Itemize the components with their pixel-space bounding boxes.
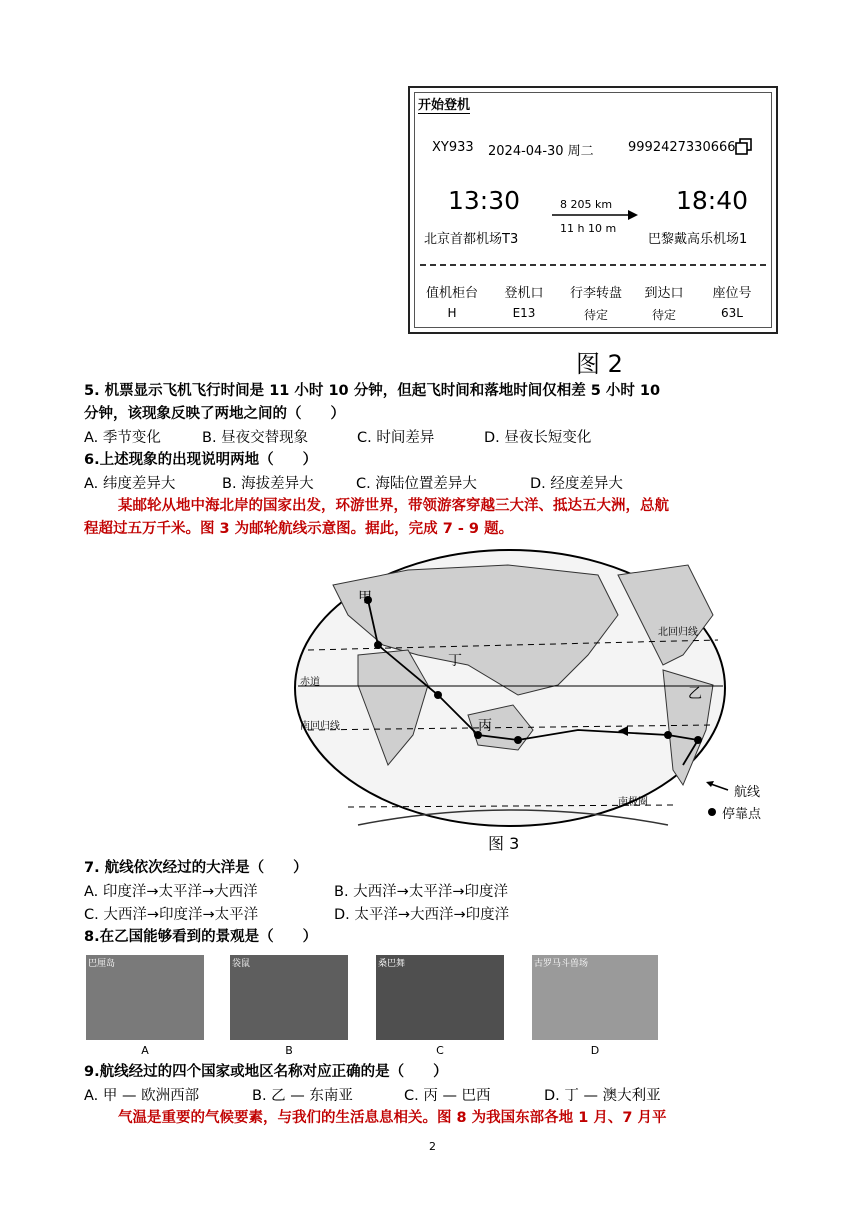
col-value-seat: 63L bbox=[721, 306, 743, 320]
q6-option-b: B. 海拔差异大 bbox=[222, 476, 314, 492]
q5-option-c: C. 时间差异 bbox=[357, 430, 435, 446]
photo-b-kangaroo bbox=[230, 955, 348, 1040]
map-label-equator: 赤道 bbox=[300, 677, 320, 688]
q6-option-a: A. 纬度差异大 bbox=[84, 476, 176, 492]
question-9-stem: 9.航线经过的四个国家或地区名称对应正确的是（ ） bbox=[84, 1064, 448, 1080]
question-6-options bbox=[84, 472, 784, 495]
question-8-stem: 8.在乙国能够看到的景观是（ ） bbox=[84, 929, 318, 945]
q7-option-b: B. 大西洋→太平洋→印度洋 bbox=[334, 884, 508, 900]
photo-c-samba bbox=[376, 955, 504, 1040]
map-label-bing: 丙 bbox=[478, 718, 492, 734]
map-label-yi: 乙 bbox=[688, 686, 702, 702]
arrive-airport: 巴黎戴高乐机场1 bbox=[648, 232, 748, 247]
ticket-title: 开始登机 bbox=[418, 94, 470, 114]
depart-airport: 北京首都机场T3 bbox=[424, 232, 519, 247]
figure-2-label: 图 2 bbox=[576, 350, 623, 378]
col-value-arrival: 待定 bbox=[651, 308, 676, 322]
stop-point bbox=[664, 731, 672, 739]
q5-option-a: A. 季节变化 bbox=[84, 430, 161, 446]
stop-point bbox=[374, 641, 382, 649]
q9-option-a: A. 甲 — 欧洲西部 bbox=[84, 1088, 200, 1104]
intro-paragraph-3: 气温是重要的气候要素，与我们的生活息息相关。图 8 为我国东部各地 1 月、7 月平 bbox=[118, 1110, 667, 1126]
q9-option-c: C. 丙 — 巴西 bbox=[404, 1088, 491, 1104]
stop-point bbox=[514, 736, 522, 744]
q9-option-d: D. 丁 — 澳大利亚 bbox=[544, 1088, 661, 1104]
col-header-seat: 座位号 bbox=[712, 286, 752, 301]
photo-b-caption: 袋鼠 bbox=[232, 959, 251, 969]
photo-a-bali bbox=[86, 955, 204, 1040]
question-7-stem: 7. 航线依次经过的大洋是（ ） bbox=[84, 860, 308, 876]
photo-a-letter: A bbox=[141, 1044, 149, 1057]
world-map-figure bbox=[288, 545, 788, 855]
flight-distance: 8 205 km bbox=[560, 198, 613, 211]
q5-option-b: B. 昼夜交替现象 bbox=[202, 430, 309, 446]
col-header-gate: 登机口 bbox=[504, 286, 544, 301]
photo-a-caption: 巴厘岛 bbox=[88, 959, 116, 969]
figure-3-label: 图 3 bbox=[488, 834, 520, 853]
col-value-gate: E13 bbox=[512, 306, 536, 320]
col-value-checkin: H bbox=[447, 306, 457, 320]
photo-d-caption: 古罗马斗兽场 bbox=[534, 959, 589, 969]
q7-option-d: D. 太平洋→大西洋→印度洋 bbox=[334, 907, 510, 923]
photo-d-colosseum bbox=[532, 955, 658, 1040]
question-5-line1: 5. 机票显示飞机飞行时间是 11 小时 10 分钟，但起飞时间和落地时间仅相差 5 小时 10 bbox=[84, 383, 661, 399]
intro-paragraph-line1: 某邮轮从地中海北岸的国家出发，环游世界，带领游客穿越三大洋、抵达五大洲，总航 bbox=[118, 498, 669, 514]
legend-route-label: 航线 bbox=[734, 785, 761, 800]
stop-point bbox=[434, 691, 442, 699]
col-header-checkin: 值机柜台 bbox=[425, 286, 478, 301]
q6-option-c: C. 海陆位置差异大 bbox=[356, 476, 477, 492]
map-label-ding: 丁 bbox=[448, 653, 462, 669]
map-label-jia: 甲 bbox=[358, 590, 372, 606]
ticket-number: 9992427330666 bbox=[628, 140, 736, 155]
q5-option-d: D. 昼夜长短变化 bbox=[484, 430, 592, 446]
q9-option-b: B. 乙 — 东南亚 bbox=[252, 1088, 353, 1104]
q7-option-c: C. 大西洋→印度洋→太平洋 bbox=[84, 907, 259, 923]
legend-stop-label: 停靠点 bbox=[722, 807, 762, 822]
boarding-ticket bbox=[408, 86, 778, 334]
depart-time: 13:30 bbox=[448, 186, 521, 215]
photo-c-letter: C bbox=[436, 1044, 444, 1057]
flight-number: XY933 bbox=[432, 140, 474, 155]
map-label-tropic-south: 南回归线 bbox=[300, 721, 340, 732]
question-9-options bbox=[84, 1084, 784, 1107]
question-7-options bbox=[84, 880, 784, 926]
ticket-divider bbox=[420, 264, 766, 266]
q7-option-a: A. 印度洋→太平洋→大西洋 bbox=[84, 884, 258, 900]
question-6-stem: 6.上述现象的出现说明两地（ ） bbox=[84, 452, 318, 468]
photo-d-letter: D bbox=[590, 1044, 600, 1057]
stop-point bbox=[694, 736, 702, 744]
photo-c-caption: 桑巴舞 bbox=[378, 959, 406, 969]
map-label-antarctic: 南极圈 bbox=[618, 797, 648, 808]
flight-date: 2024-04-30 周二 bbox=[488, 144, 594, 159]
page-number: 2 bbox=[429, 1140, 436, 1153]
col-header-arrival: 到达口 bbox=[644, 286, 684, 301]
question-5-options bbox=[84, 426, 784, 449]
flight-arrow-icon bbox=[550, 208, 640, 222]
arrive-time: 18:40 bbox=[676, 186, 749, 215]
map-label-tropic-north: 北回归线 bbox=[658, 627, 698, 638]
legend-stop-symbol bbox=[708, 808, 716, 816]
flight-duration: 11 h 10 m bbox=[560, 222, 617, 235]
photo-b-letter: B bbox=[285, 1044, 293, 1057]
question-5-line2: 分钟，该现象反映了两地之间的（ ） bbox=[84, 406, 345, 422]
intro-paragraph-line2: 程超过五万千米。图 3 为邮轮航线示意图。据此，完成 7 - 9 题。 bbox=[84, 521, 514, 537]
q6-option-d: D. 经度差异大 bbox=[530, 476, 623, 492]
col-value-baggage: 待定 bbox=[583, 308, 608, 322]
col-header-baggage: 行李转盘 bbox=[569, 286, 622, 301]
copy-icon bbox=[735, 138, 753, 156]
